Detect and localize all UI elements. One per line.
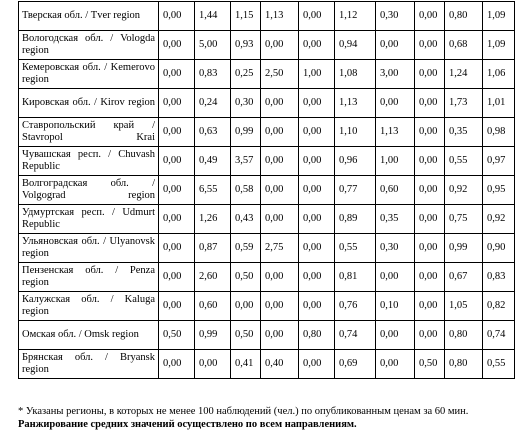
value-cell: 0,98	[483, 118, 515, 147]
value-cell: 0,58	[231, 176, 261, 205]
table-row	[19, 60, 515, 89]
region-cell: Пензенская обл. / Penza region	[19, 263, 159, 292]
value-cell: 0,00	[261, 263, 299, 292]
value-cell: 1,05	[445, 292, 483, 321]
value-cell: 0,50	[415, 350, 445, 379]
value-cell: 0,60	[376, 176, 415, 205]
value-cell: 0,00	[261, 321, 299, 350]
value-cell: 0,00	[261, 292, 299, 321]
value-cell: 0,00	[415, 321, 445, 350]
table-row	[19, 147, 515, 176]
value-cell: 0,00	[261, 176, 299, 205]
footnote-line-1: * Указаны регионы, в которых не менее 100 наблюдений (чел.) по опубликованным ценам за 60 мин.	[18, 406, 469, 417]
value-cell: 0,00	[299, 31, 335, 60]
value-cell: 0,77	[335, 176, 376, 205]
value-cell: 0,00	[159, 31, 195, 60]
value-cell: 0,00	[376, 31, 415, 60]
region-cell: Волгоградская обл. / Volgograd region	[19, 176, 159, 205]
value-cell: 0,00	[299, 176, 335, 205]
value-cell: 0,43	[231, 205, 261, 234]
value-cell: 0,49	[195, 147, 231, 176]
value-cell: 0,50	[231, 263, 261, 292]
value-cell: 1,26	[195, 205, 231, 234]
value-cell: 0,00	[261, 118, 299, 147]
region-cell: Брянская обл. / Bryansk region	[19, 350, 159, 379]
value-cell: 0,30	[376, 234, 415, 263]
footnote-line-2: Ранжирование средних значений осуществлено по всем направлениям.	[18, 419, 357, 430]
value-cell: 0,00	[159, 234, 195, 263]
value-cell: 2,50	[261, 60, 299, 89]
value-cell: 0,90	[483, 234, 515, 263]
value-cell: 0,25	[231, 60, 261, 89]
value-cell: 0,55	[445, 147, 483, 176]
value-cell: 0,96	[335, 147, 376, 176]
region-price-table	[18, 1, 515, 379]
value-cell: 0,92	[483, 205, 515, 234]
value-cell: 1,15	[231, 2, 261, 31]
footnote	[18, 405, 518, 431]
value-cell: 1,73	[445, 89, 483, 118]
value-cell: 0,00	[299, 292, 335, 321]
value-cell: 0,00	[376, 350, 415, 379]
value-cell: 0,10	[376, 292, 415, 321]
value-cell: 0,00	[299, 350, 335, 379]
value-cell: 1,13	[261, 2, 299, 31]
value-cell: 0,00	[376, 263, 415, 292]
value-cell: 0,00	[261, 147, 299, 176]
value-cell: 0,00	[415, 205, 445, 234]
value-cell: 0,00	[415, 31, 445, 60]
value-cell: 0,94	[335, 31, 376, 60]
value-cell: 6,55	[195, 176, 231, 205]
value-cell: 0,80	[445, 321, 483, 350]
value-cell: 0,80	[445, 2, 483, 31]
value-cell: 1,09	[483, 31, 515, 60]
value-cell: 0,30	[231, 89, 261, 118]
value-cell: 0,00	[159, 176, 195, 205]
value-cell: 0,00	[376, 321, 415, 350]
value-cell: 0,82	[483, 292, 515, 321]
value-cell: 0,00	[299, 205, 335, 234]
value-cell: 0,50	[231, 321, 261, 350]
value-cell: 1,00	[299, 60, 335, 89]
value-cell: 0,00	[415, 118, 445, 147]
value-cell: 0,00	[299, 263, 335, 292]
value-cell: 0,80	[445, 350, 483, 379]
value-cell: 0,76	[335, 292, 376, 321]
value-cell: 0,99	[231, 118, 261, 147]
value-cell: 0,00	[415, 60, 445, 89]
table-row	[19, 31, 515, 60]
value-cell: 0,68	[445, 31, 483, 60]
value-cell: 0,00	[231, 292, 261, 321]
value-cell: 0,00	[415, 147, 445, 176]
value-cell: 0,00	[299, 2, 335, 31]
value-cell: 0,99	[195, 321, 231, 350]
region-cell: Омская обл. / Omsk region	[19, 321, 159, 350]
value-cell: 0,59	[231, 234, 261, 263]
region-cell: Чувашская респ. / Chuvash Republic	[19, 147, 159, 176]
value-cell: 0,41	[231, 350, 261, 379]
value-cell: 0,00	[261, 89, 299, 118]
value-cell: 0,00	[159, 350, 195, 379]
region-cell: Удмуртская респ. / Udmurt Republic	[19, 205, 159, 234]
table-body	[19, 2, 515, 379]
value-cell: 0,81	[335, 263, 376, 292]
value-cell: 0,55	[483, 350, 515, 379]
value-cell: 0,87	[195, 234, 231, 263]
region-cell: Вологодская обл. / Vologda region	[19, 31, 159, 60]
value-cell: 0,63	[195, 118, 231, 147]
value-cell: 2,75	[261, 234, 299, 263]
table-row	[19, 292, 515, 321]
value-cell: 0,55	[335, 234, 376, 263]
value-cell: 0,50	[159, 321, 195, 350]
value-cell: 0,35	[445, 118, 483, 147]
value-cell: 0,80	[299, 321, 335, 350]
value-cell: 0,00	[159, 60, 195, 89]
table-row	[19, 205, 515, 234]
value-cell: 0,00	[415, 2, 445, 31]
value-cell: 0,00	[415, 234, 445, 263]
value-cell: 0,74	[335, 321, 376, 350]
value-cell: 1,01	[483, 89, 515, 118]
value-cell: 3,57	[231, 147, 261, 176]
value-cell: 0,00	[195, 350, 231, 379]
value-cell: 0,00	[261, 205, 299, 234]
value-cell: 0,00	[159, 147, 195, 176]
region-cell: Кировская обл. / Kirov region	[19, 89, 159, 118]
region-cell: Кемеровская обл. / Kemerovo region	[19, 60, 159, 89]
table-row	[19, 89, 515, 118]
value-cell: 1,13	[376, 118, 415, 147]
value-cell: 1,44	[195, 2, 231, 31]
value-cell: 0,35	[376, 205, 415, 234]
value-cell: 0,00	[415, 263, 445, 292]
table-row	[19, 176, 515, 205]
value-cell: 0,00	[261, 31, 299, 60]
value-cell: 0,75	[445, 205, 483, 234]
value-cell: 1,08	[335, 60, 376, 89]
value-cell: 0,99	[445, 234, 483, 263]
value-cell: 0,00	[415, 89, 445, 118]
value-cell: 1,06	[483, 60, 515, 89]
region-cell: Тверская обл. / Tver region	[19, 2, 159, 31]
value-cell: 0,60	[195, 292, 231, 321]
value-cell: 1,00	[376, 147, 415, 176]
value-cell: 1,09	[483, 2, 515, 31]
value-cell: 0,00	[159, 292, 195, 321]
region-cell: Ульяновская обл. / Ulyanovsk region	[19, 234, 159, 263]
value-cell: 0,40	[261, 350, 299, 379]
value-cell: 0,74	[483, 321, 515, 350]
table-row	[19, 118, 515, 147]
value-cell: 0,00	[376, 89, 415, 118]
value-cell: 5,00	[195, 31, 231, 60]
value-cell: 1,13	[335, 89, 376, 118]
table-row	[19, 2, 515, 31]
value-cell: 3,00	[376, 60, 415, 89]
value-cell: 0,93	[231, 31, 261, 60]
table-row	[19, 263, 515, 292]
value-cell: 0,24	[195, 89, 231, 118]
value-cell: 0,00	[159, 89, 195, 118]
value-cell: 0,00	[299, 89, 335, 118]
value-cell: 0,00	[159, 205, 195, 234]
value-cell: 0,69	[335, 350, 376, 379]
value-cell: 0,00	[415, 176, 445, 205]
value-cell: 1,24	[445, 60, 483, 89]
value-cell: 0,00	[415, 292, 445, 321]
table-row	[19, 321, 515, 350]
value-cell: 0,00	[299, 147, 335, 176]
value-cell: 0,00	[299, 118, 335, 147]
value-cell: 0,00	[159, 263, 195, 292]
value-cell: 0,83	[195, 60, 231, 89]
value-cell: 0,97	[483, 147, 515, 176]
value-cell: 0,00	[159, 2, 195, 31]
value-cell: 0,00	[159, 118, 195, 147]
table-row	[19, 350, 515, 379]
table-row	[19, 234, 515, 263]
value-cell: 0,83	[483, 263, 515, 292]
region-cell: Калужская обл. / Kaluga region	[19, 292, 159, 321]
value-cell: 0,95	[483, 176, 515, 205]
value-cell: 0,00	[299, 234, 335, 263]
region-cell: Ставропольский край / Stavropol Krai	[19, 118, 159, 147]
value-cell: 0,89	[335, 205, 376, 234]
value-cell: 1,12	[335, 2, 376, 31]
value-cell: 1,10	[335, 118, 376, 147]
value-cell: 2,60	[195, 263, 231, 292]
value-cell: 0,67	[445, 263, 483, 292]
value-cell: 0,92	[445, 176, 483, 205]
value-cell: 0,30	[376, 2, 415, 31]
